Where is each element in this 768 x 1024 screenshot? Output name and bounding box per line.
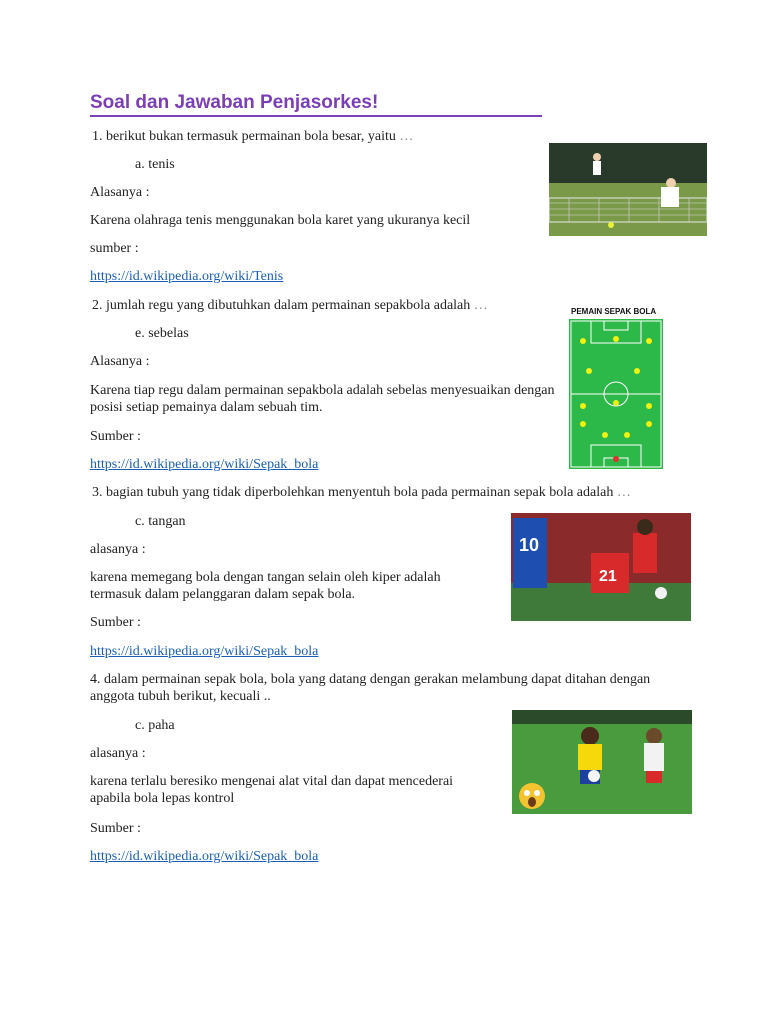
svg-text:10: 10 bbox=[519, 535, 540, 555]
answer-3: c. tangan bbox=[135, 514, 186, 529]
reason-4: karena terlalu beresiko mengenai alat vital dan dapat mencederai apabila bola lepas kontrol bbox=[90, 774, 454, 806]
question-4: 4. dalam permainan sepak bola, bola yang datang dengan gerakan melambung dapat ditahan dengan anggota tubuh berikut, kecuali .. bbox=[90, 672, 651, 704]
source-link-3[interactable]: https://id.wikipedia.org/wiki/Sepak_bola bbox=[90, 644, 319, 659]
reason-label-3: alasanya : bbox=[90, 542, 146, 557]
title-underline bbox=[90, 115, 542, 117]
page-title: Soal dan Jawaban Penjasorkes! bbox=[90, 92, 379, 113]
reason-2: Karena tiap regu dalam permainan sepakbola adalah sebelas menyesuaikan dengan posisi setiap pemainya dalam sebuah tim. bbox=[90, 383, 555, 415]
reason-3: karena memegang bola dengan tangan selain oleh kiper adalah termasuk dalam pelanggaran dalam sepak bola. bbox=[90, 570, 441, 602]
reason-label-4: alasanya : bbox=[90, 746, 146, 761]
soccer-formation-diagram bbox=[566, 305, 666, 473]
source-link-2[interactable]: https://id.wikipedia.org/wiki/Sepak_bola bbox=[90, 457, 319, 472]
svg-text:21: 21 bbox=[599, 568, 617, 585]
source-link-4[interactable]: https://id.wikipedia.org/wiki/Sepak_bola bbox=[90, 849, 319, 864]
question-1: 1. berikut bukan termasuk permainan bola besar, yaitu … bbox=[92, 129, 414, 144]
reason-1: Karena olahraga tenis menggunakan bola karet yang ukuranya kecil bbox=[90, 213, 471, 228]
question-3: 3. bagian tubuh yang tidak diperbolehkan menyentuh bola pada permainan sepak bola adalah … bbox=[92, 485, 631, 500]
source-label-1: sumber : bbox=[90, 241, 139, 256]
football-match-photo bbox=[512, 710, 692, 814]
answer-2: e. sebelas bbox=[135, 326, 189, 341]
source-label-4: Sumber : bbox=[90, 821, 141, 836]
answer-1: a. tenis bbox=[135, 157, 175, 172]
answer-4: c. paha bbox=[135, 718, 175, 733]
reason-label-2: Alasanya : bbox=[90, 354, 150, 369]
question-2: 2. jumlah regu yang dibutuhkan dalam permainan sepakbola adalah … bbox=[92, 298, 488, 313]
football-foul-photo bbox=[511, 513, 691, 621]
source-link-1[interactable]: https://id.wikipedia.org/wiki/Tenis bbox=[90, 269, 284, 284]
source-label-2: Sumber : bbox=[90, 429, 141, 444]
reason-label-1: Alasanya : bbox=[90, 185, 150, 200]
source-label-3: Sumber : bbox=[90, 615, 141, 630]
tennis-photo bbox=[549, 143, 707, 236]
diagram-title: PEMAIN SEPAK BOLA bbox=[571, 307, 657, 316]
